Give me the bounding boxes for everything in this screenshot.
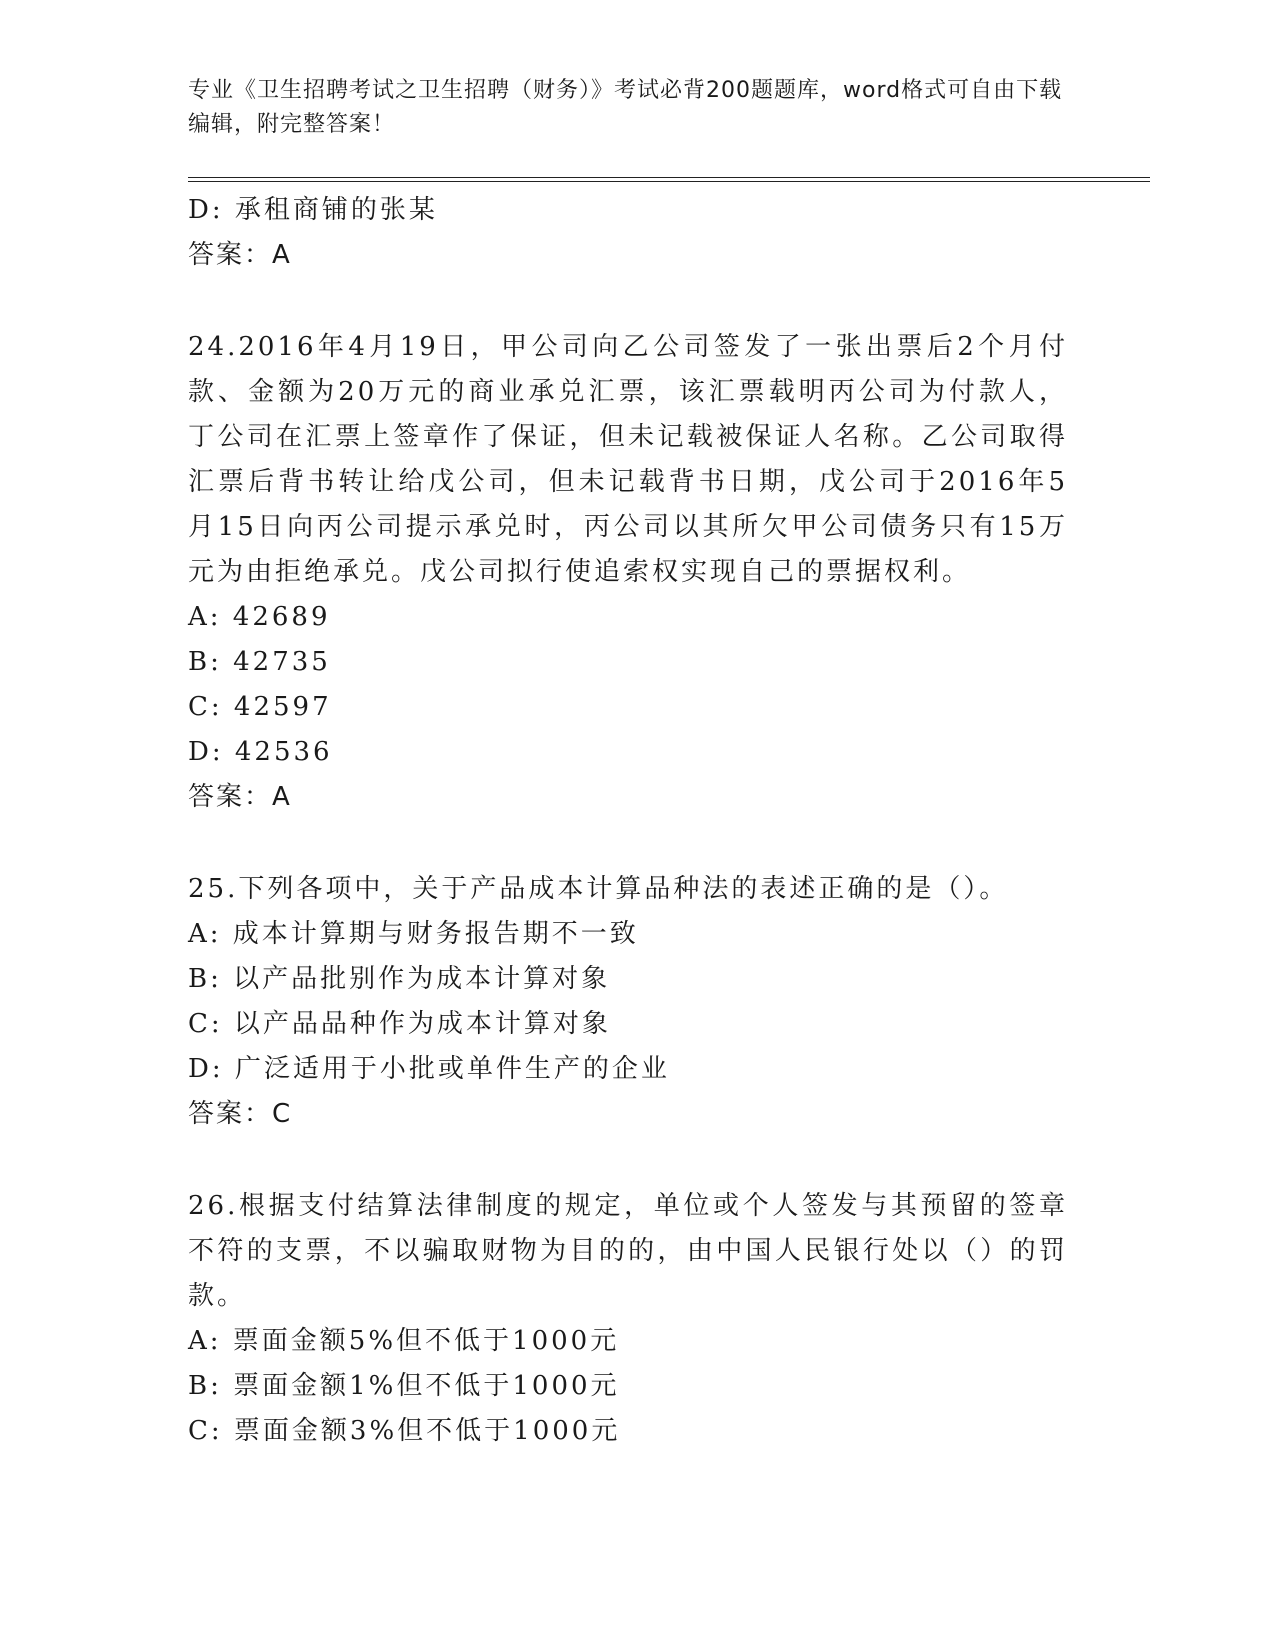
option-b: B: 以产品批别作为成本计算对象	[188, 964, 611, 994]
option-a: A: 42689	[188, 602, 331, 632]
option-a: A: 成本计算期与财务报告期不一致	[188, 919, 639, 949]
question-25	[188, 867, 1068, 1137]
option-d: D: 承租商铺的张某	[188, 195, 438, 225]
question-text: 26.根据支付结算法律制度的规定，单位或个人签发与其预留的签章不符的支票，不以骗取财物为目的的，由中国人民银行处以（）的罚款。	[188, 1191, 1068, 1311]
option-b: B: 票面金额1%但不低于1000元	[188, 1371, 620, 1401]
header-rule-top	[188, 177, 1150, 178]
answer-line: 答案：A	[188, 782, 292, 812]
option-d: D: 42536	[188, 737, 333, 767]
document-header: 专业《卫生招聘考试之卫生招聘（财务）》考试必背200题题库，word格式可自由下载编辑，附完整答案！	[188, 78, 1063, 137]
header-rule-bottom	[188, 181, 1150, 182]
answer-line: 答案：A	[188, 240, 292, 270]
question-text: 25.下列各项中，关于产品成本计算品种法的表述正确的是（）。	[188, 874, 1009, 904]
option-c: C: 42597	[188, 692, 332, 722]
option-a: A: 票面金额5%但不低于1000元	[188, 1326, 620, 1356]
question-26	[188, 1184, 1068, 1454]
option-d: D: 广泛适用于小批或单件生产的企业	[188, 1054, 670, 1084]
question-text: 24.2016年4月19日，甲公司向乙公司签发了一张出票后2个月付款、金额为20万元的商业承兑汇票，该汇票载明丙公司为付款人，丁公司在汇票上签章作了保证，但未记载被保证人名称。乙公司取得汇票后背书转让给戊公司，但未记载背书日期，戊公司于2016年5月15日向丙公司提示承兑时，丙公司以其所欠甲公司债务只有15万元为由拒绝承兑。戊公司拟行使追索权实现自己的票据权利。	[188, 332, 1068, 587]
option-c: C: 票面金额3%但不低于1000元	[188, 1416, 621, 1446]
option-c: C: 以产品品种作为成本计算对象	[188, 1009, 611, 1039]
document-content	[188, 188, 1068, 1454]
option-b: B: 42735	[188, 647, 331, 677]
answer-line: 答案：C	[188, 1099, 293, 1129]
question-24	[188, 325, 1068, 820]
